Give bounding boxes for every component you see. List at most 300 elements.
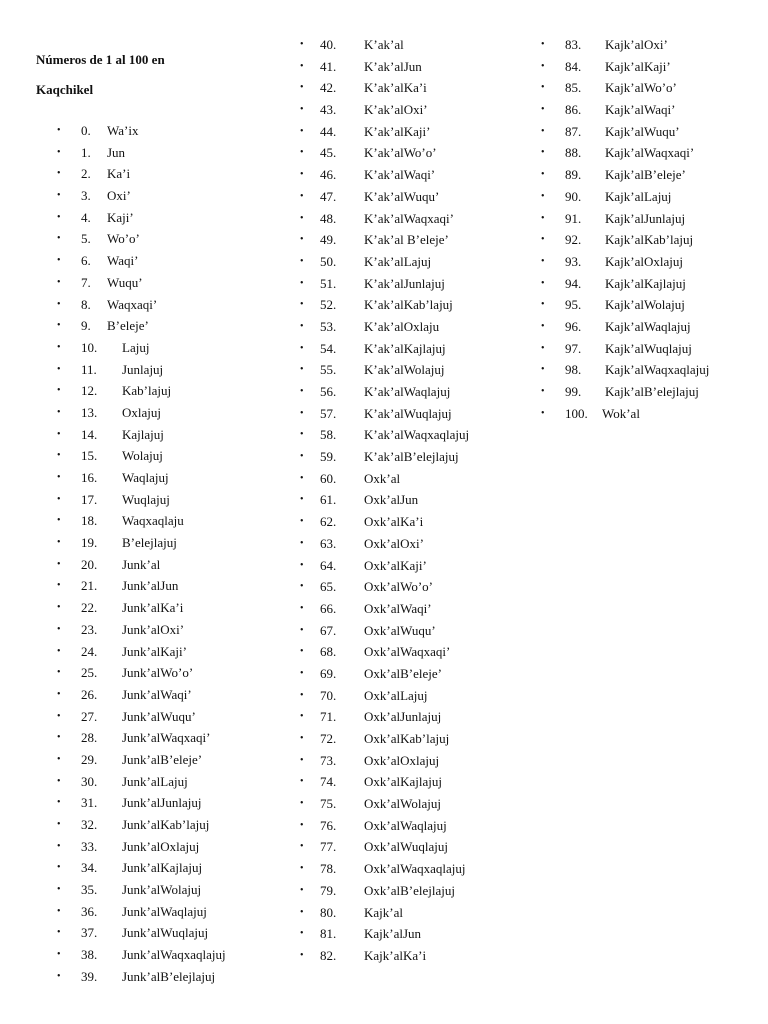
item-word: Kajk’alWaqxaqlajuj <box>605 362 710 378</box>
bullet-icon: • <box>57 775 61 787</box>
item-number: 80. <box>320 904 337 920</box>
item-number: 44. <box>320 123 337 139</box>
bullet-icon: • <box>541 39 545 50</box>
bullet-icon: • <box>541 234 545 246</box>
bullet-icon: • <box>300 776 304 788</box>
bullet-icon: • <box>300 407 304 419</box>
item-number: 16. <box>81 470 98 485</box>
item-number: 26. <box>81 686 98 702</box>
item-number: 20. <box>81 556 98 572</box>
item-word: Oxk’alLajuj <box>364 687 428 703</box>
item-word: Kajk’alKab’lajuj <box>605 232 694 248</box>
bullet-icon: • <box>300 429 304 441</box>
bullet-icon: • <box>541 82 545 94</box>
item-word: Oxlajuj <box>122 404 161 420</box>
item-number: 30. <box>81 773 98 789</box>
item-word: Oxk’alB’elejlajuj <box>364 882 455 898</box>
bullet-icon: • <box>300 255 304 267</box>
item-number: 6. <box>81 253 91 269</box>
item-word: K’ak’alWolajuj <box>364 362 445 378</box>
bullet-icon: • <box>57 190 61 202</box>
document-title-line-1: Números de 1 al 100 en <box>36 52 165 67</box>
item-word: Kajk’alWaqlajuj <box>605 318 691 334</box>
item-number: 65. <box>320 579 337 595</box>
item-word: Oxk’alWuqu’ <box>364 622 436 638</box>
item-number: 37. <box>81 925 98 941</box>
item-number: 34. <box>81 860 98 876</box>
item-word: Junk’alWuqu’ <box>122 708 196 724</box>
item-word: Kab’lajuj <box>122 383 172 399</box>
bullet-icon: • <box>57 428 61 440</box>
bullet-icon: • <box>57 363 61 375</box>
item-number: 55. <box>320 362 337 378</box>
item-word: Wok’al <box>602 405 640 421</box>
item-word: Junk’alWuqlajuj <box>122 925 209 941</box>
bullet-icon: • <box>57 753 61 765</box>
item-number: 92. <box>565 232 582 248</box>
bullet-icon: • <box>57 905 61 917</box>
item-word: Oxk’alWo’o’ <box>364 579 433 595</box>
bullet-icon: • <box>57 710 61 722</box>
item-word: Junk’alOxi’ <box>122 621 185 637</box>
item-word: Lajuj <box>122 339 150 355</box>
item-number: 81. <box>320 926 337 942</box>
item-word: Wuqlajuj <box>122 491 170 507</box>
bullet-icon: • <box>541 104 545 116</box>
document-title-line-2: Kaqchikel <box>36 82 94 97</box>
item-word: K’ak’alB’elejlajuj <box>364 449 459 465</box>
bullet-icon: • <box>57 211 61 223</box>
item-word: Waqxaqi’ <box>107 296 158 312</box>
bullet-icon: • <box>57 146 61 158</box>
item-number: 1. <box>81 144 91 160</box>
item-word: Kajk’al <box>364 904 403 920</box>
bullet-icon: • <box>541 320 545 332</box>
item-word: Junk’alB’eleje’ <box>122 751 203 767</box>
item-word: Kajk’alWaqxaqi’ <box>605 145 695 161</box>
bullet-icon: • <box>300 39 304 50</box>
item-number: 78. <box>320 861 337 877</box>
item-word: Wolajuj <box>122 448 163 464</box>
item-number: 19. <box>81 535 98 551</box>
bullet-icon: • <box>57 255 61 267</box>
bullet-icon: • <box>300 516 304 528</box>
item-number: 18. <box>81 513 98 529</box>
item-number: 22. <box>81 600 98 616</box>
bullet-icon: • <box>541 342 545 354</box>
bullet-icon: • <box>57 233 61 245</box>
bullet-icon: • <box>300 949 304 961</box>
item-number: 24. <box>81 643 98 659</box>
bullet-icon: • <box>300 342 304 354</box>
item-word: Kajk’alB’elejlajuj <box>605 384 699 399</box>
item-number: 46. <box>320 167 337 183</box>
item-word: Kajk’alWo’o’ <box>605 80 677 96</box>
item-word: K’ak’alKajlajuj <box>364 340 446 356</box>
bullet-icon: • <box>57 819 61 830</box>
item-number: 58. <box>320 427 337 443</box>
item-word: K’ak’alJunlajuj <box>364 275 445 291</box>
item-number: 35. <box>81 882 98 898</box>
item-word: Kajk’alJunlajuj <box>605 210 686 226</box>
bullet-icon: • <box>57 797 61 809</box>
item-word: K’ak’alLajuj <box>364 253 432 269</box>
item-word: Oxk’alJunlajuj <box>364 709 442 725</box>
bullet-icon: • <box>300 169 304 181</box>
bullet-icon: • <box>300 602 304 614</box>
bullet-icon: • <box>300 82 304 94</box>
item-word: Junk’alWaqxaqlajuj <box>122 947 226 963</box>
bullet-icon: • <box>57 320 61 332</box>
bullet-icon: • <box>300 386 304 397</box>
bullet-icon: • <box>300 104 304 116</box>
item-number: 94. <box>565 275 582 291</box>
item-number: 17. <box>81 491 98 507</box>
item-word: Kajk’alWuqlajuj <box>605 340 692 356</box>
bullet-icon: • <box>300 125 304 137</box>
item-number: 15. <box>81 448 98 464</box>
item-word: Waqxaqlaju <box>122 513 184 529</box>
item-number: 93. <box>565 253 582 269</box>
item-word: Oxk’alKaji’ <box>364 557 427 573</box>
bullet-icon: • <box>300 190 304 202</box>
item-number: 99. <box>565 384 582 399</box>
item-number: 48. <box>320 210 337 226</box>
item-number: 4. <box>81 209 91 225</box>
item-number: 13. <box>81 404 98 420</box>
item-word: Junk’alB’elejlajuj <box>122 968 216 984</box>
item-word: K’ak’alWaqlajuj <box>364 384 451 399</box>
bullet-icon: • <box>57 623 61 635</box>
item-word: Oxk’alKab’lajuj <box>364 731 450 746</box>
item-number: 85. <box>565 80 582 96</box>
bullet-icon: • <box>57 840 61 852</box>
bullet-icon: • <box>57 537 61 549</box>
bullet-icon: • <box>57 493 61 505</box>
item-word: K’ak’alWuqu’ <box>364 188 440 204</box>
item-number: 68. <box>320 644 337 660</box>
item-number: 9. <box>81 318 91 334</box>
item-number: 31. <box>81 795 98 811</box>
bullet-icon: • <box>541 299 545 311</box>
item-number: 40. <box>320 37 337 52</box>
item-word: Oxk’alOxi’ <box>364 535 424 551</box>
bullet-icon: • <box>300 689 304 701</box>
item-number: 28. <box>81 730 98 746</box>
bullet-icon: • <box>300 906 304 918</box>
item-word: Oxk’alWaqi’ <box>364 600 432 616</box>
item-number: 69. <box>320 665 337 681</box>
item-number: 11. <box>81 361 97 377</box>
item-word: Junk’alWaqlajuj <box>122 903 207 919</box>
bullet-icon: • <box>57 276 61 288</box>
bullet-icon: • <box>300 646 304 658</box>
item-word: Kajk’alWolajuj <box>605 297 685 313</box>
item-word: K’ak’al <box>364 37 404 52</box>
item-word: Junk’alKaji’ <box>122 643 187 659</box>
item-number: 12. <box>81 383 98 399</box>
item-word: K’ak’al B’eleje’ <box>364 232 449 248</box>
item-number: 71. <box>320 709 337 725</box>
item-word: Junk’alKajlajuj <box>122 860 203 876</box>
item-number: 53. <box>320 318 337 334</box>
item-word: Waqi’ <box>107 253 139 269</box>
item-number: 25. <box>81 665 98 681</box>
item-number: 84. <box>565 58 582 74</box>
bullet-icon: • <box>541 407 545 419</box>
item-word: Oxk’alKajlajuj <box>364 774 442 790</box>
bullet-icon: • <box>57 168 61 180</box>
item-number: 27. <box>81 708 98 724</box>
item-number: 73. <box>320 752 337 768</box>
item-number: 0. <box>81 123 91 138</box>
bullet-icon: • <box>300 299 304 311</box>
item-number: 75. <box>320 796 337 812</box>
item-number: 62. <box>320 514 337 530</box>
item-word: K’ak’alOxi’ <box>364 102 428 118</box>
bullet-icon: • <box>541 147 545 159</box>
bullet-icon: • <box>300 559 304 571</box>
item-number: 10. <box>81 339 98 355</box>
bullet-icon: • <box>300 364 304 376</box>
item-number: 54. <box>320 340 337 356</box>
item-number: 86. <box>565 102 582 118</box>
item-word: Junk’al <box>122 556 161 572</box>
bullet-icon: • <box>300 472 304 484</box>
item-number: 70. <box>320 687 337 703</box>
item-word: Wuqu’ <box>107 274 143 290</box>
item-word: Waqlajuj <box>122 470 169 485</box>
item-word: Oxk’al <box>364 470 401 486</box>
bullet-icon: • <box>57 667 61 679</box>
item-number: 33. <box>81 838 98 854</box>
bullet-icon: • <box>300 863 304 875</box>
bullet-icon: • <box>300 928 304 940</box>
item-number: 32. <box>81 817 98 832</box>
item-number: 83. <box>565 37 582 52</box>
item-number: 91. <box>565 210 582 226</box>
bullet-icon: • <box>300 581 304 593</box>
item-number: 3. <box>81 188 91 204</box>
item-number: 87. <box>565 123 582 139</box>
bullet-icon: • <box>300 733 304 744</box>
bullet-icon: • <box>57 472 61 483</box>
bullet-icon: • <box>57 884 61 896</box>
bullet-icon: • <box>300 451 304 463</box>
item-number: 50. <box>320 253 337 269</box>
item-number: 42. <box>320 80 337 96</box>
bullet-icon: • <box>57 949 61 961</box>
item-number: 43. <box>320 102 337 118</box>
item-number: 74. <box>320 774 337 790</box>
item-number: 2. <box>81 166 91 182</box>
item-word: Junk’alWaqxaqi’ <box>122 730 211 746</box>
item-number: 8. <box>81 296 91 312</box>
item-word: Kajk’alLajuj <box>605 188 672 204</box>
item-word: Kajk’alWaqi’ <box>605 102 676 118</box>
bullet-icon: • <box>541 169 545 181</box>
bullet-icon: • <box>57 970 61 982</box>
item-number: 79. <box>320 882 337 898</box>
item-word: Oxk’alWolajuj <box>364 796 441 812</box>
item-number: 76. <box>320 817 337 833</box>
item-word: Oxk’alWaqxaqlajuj <box>364 861 466 877</box>
item-number: 61. <box>320 492 337 508</box>
item-word: Oxk’alJun <box>364 492 419 508</box>
item-number: 89. <box>565 167 582 183</box>
item-number: 39. <box>81 968 98 984</box>
item-word: Oxi’ <box>107 188 131 204</box>
item-word: Kajk’alJun <box>364 926 422 942</box>
bullet-icon: • <box>57 732 61 744</box>
bullet-icon: • <box>541 277 545 289</box>
bullet-icon: • <box>300 60 304 72</box>
item-number: 7. <box>81 274 91 290</box>
item-word: K’ak’alWaqxaqi’ <box>364 210 454 226</box>
bullet-icon: • <box>57 645 61 657</box>
item-word: Oxk’alB’eleje’ <box>364 665 442 681</box>
item-number: 77. <box>320 839 337 855</box>
item-number: 45. <box>320 145 337 161</box>
item-number: 59. <box>320 449 337 465</box>
item-word: Junk’alWo’o’ <box>122 665 194 681</box>
item-number: 56. <box>320 384 337 399</box>
bullet-icon: • <box>300 819 304 831</box>
item-word: Kajlajuj <box>122 426 164 442</box>
item-word: Junk’alLajuj <box>122 773 188 789</box>
bullet-icon: • <box>300 537 304 549</box>
item-number: 67. <box>320 622 337 638</box>
item-word: Junk’alJun <box>122 578 179 594</box>
bullet-icon: • <box>541 190 545 202</box>
bullet-icon: • <box>300 754 304 766</box>
item-word: Junk’alWolajuj <box>122 882 202 898</box>
bullet-icon: • <box>57 125 61 136</box>
item-word: Junk’alJunlajuj <box>122 795 202 811</box>
item-word: K’ak’alWaqi’ <box>364 167 436 183</box>
bullet-icon: • <box>300 841 304 853</box>
item-word: Junlajuj <box>122 361 164 377</box>
item-word: Oxk’alWuqlajuj <box>364 839 448 855</box>
item-word: K’ak’alKaji’ <box>364 123 431 139</box>
bullet-icon: • <box>541 60 545 72</box>
item-number: 88. <box>565 145 582 161</box>
item-number: 72. <box>320 731 337 746</box>
bullet-icon: • <box>57 450 61 462</box>
item-word: Kajk’alB’eleje’ <box>605 167 686 183</box>
item-word: Ka’i <box>107 166 131 182</box>
item-word: Junk’alKab’lajuj <box>122 817 210 832</box>
bullet-icon: • <box>300 798 304 810</box>
item-number: 63. <box>320 535 337 551</box>
item-word: Wa’ix <box>107 123 139 138</box>
item-number: 96. <box>565 318 582 334</box>
item-word: Wo’o’ <box>107 231 140 247</box>
bullet-icon: • <box>57 927 61 939</box>
item-word: Oxk’alOxlajuj <box>364 752 440 768</box>
item-word: Kajk’alOxi’ <box>605 37 668 52</box>
item-word: Kajk’alKaji’ <box>605 58 671 74</box>
item-word: Kaji’ <box>107 209 134 225</box>
bullet-icon: • <box>57 341 61 353</box>
bullet-icon: • <box>57 385 61 397</box>
item-number: 51. <box>320 275 337 291</box>
bullet-icon: • <box>57 558 61 570</box>
item-number: 41. <box>320 58 337 74</box>
bullet-icon: • <box>57 862 61 874</box>
item-word: K’ak’alKa’i <box>364 80 427 96</box>
bullet-icon: • <box>300 147 304 159</box>
bullet-icon: • <box>541 212 545 224</box>
item-word: Oxk’alWaqxaqi’ <box>364 644 451 660</box>
bullet-icon: • <box>57 688 61 700</box>
item-number: 100. <box>565 405 588 421</box>
item-word: Junk’alOxlajuj <box>122 838 200 854</box>
item-word: K’ak’alWo’o’ <box>364 145 437 161</box>
item-number: 82. <box>320 947 337 963</box>
bullet-icon: • <box>541 255 545 267</box>
item-word: B’elejlajuj <box>122 535 177 551</box>
item-number: 60. <box>320 470 337 486</box>
item-number: 97. <box>565 340 582 356</box>
item-number: 49. <box>320 232 337 248</box>
bullet-icon: • <box>57 602 61 614</box>
item-number: 36. <box>81 903 98 919</box>
bullet-icon: • <box>300 234 304 246</box>
item-number: 23. <box>81 621 98 637</box>
item-word: Kajk’alKajlajuj <box>605 275 686 291</box>
bullet-icon: • <box>300 624 304 636</box>
item-word: K’ak’alWaqxaqlajuj <box>364 427 470 443</box>
item-word: K’ak’alOxlaju <box>364 318 440 334</box>
item-number: 47. <box>320 188 337 204</box>
bullet-icon: • <box>57 580 61 592</box>
item-number: 38. <box>81 947 98 963</box>
item-word: B’eleje’ <box>107 318 149 334</box>
item-number: 64. <box>320 557 337 573</box>
bullet-icon: • <box>57 515 61 527</box>
bullet-icon: • <box>300 320 304 332</box>
bullet-icon: • <box>57 406 61 418</box>
item-number: 57. <box>320 405 337 421</box>
item-word: Junk’alWaqi’ <box>122 686 192 702</box>
bullet-icon: • <box>300 212 304 224</box>
item-number: 98. <box>565 362 582 378</box>
item-number: 14. <box>81 426 98 442</box>
bullet-icon: • <box>541 364 545 376</box>
item-word: Oxk’alKa’i <box>364 514 424 530</box>
item-word: Jun <box>107 144 126 160</box>
item-word: Junk’alKa’i <box>122 600 184 616</box>
item-word: K’ak’alKab’lajuj <box>364 297 453 313</box>
item-number: 66. <box>320 600 337 616</box>
item-word: Oxk’alWaqlajuj <box>364 817 447 833</box>
bullet-icon: • <box>300 277 304 289</box>
bullet-icon: • <box>300 711 304 723</box>
item-word: Kajk’alKa’i <box>364 947 427 963</box>
item-number: 21. <box>81 578 98 594</box>
bullet-icon: • <box>300 667 304 679</box>
item-number: 90. <box>565 188 582 204</box>
item-word: K’ak’alWuqlajuj <box>364 405 452 421</box>
item-word: K’ak’alJun <box>364 58 422 74</box>
item-number: 95. <box>565 297 582 313</box>
bullet-icon: • <box>300 884 304 896</box>
bullet-icon: • <box>541 125 545 137</box>
item-word: Kajk’alWuqu’ <box>605 123 680 139</box>
bullet-icon: • <box>541 386 545 397</box>
bullet-icon: • <box>300 494 304 506</box>
